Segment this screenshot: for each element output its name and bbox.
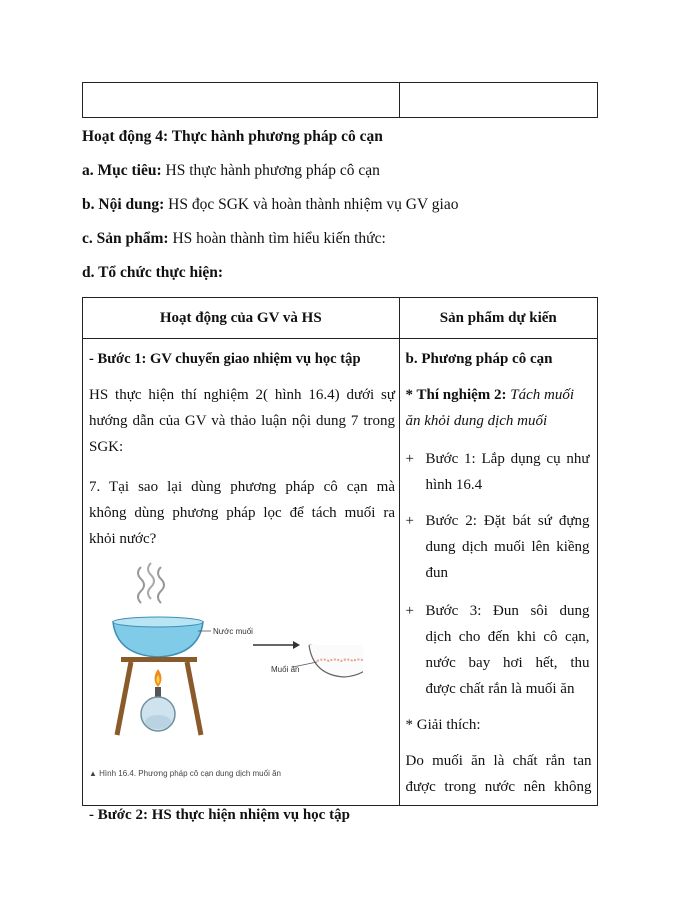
explain-line: được trong nước nên không xyxy=(405,779,592,795)
content-label: b. Nội dung: xyxy=(82,196,165,213)
explain-line: Do muối ăn là chất rắn tan xyxy=(405,753,592,769)
col1-header: Hoạt động của GV và HS xyxy=(83,298,400,339)
spirit-lamp-icon xyxy=(155,687,161,697)
step2-heading: - Bước 2: HS thực hiện nhiệm vụ học tập xyxy=(89,807,350,823)
experiment-text: Tách muối xyxy=(506,387,575,403)
figure-caption: ▲ Hình 16.4. Phương pháp cô cạn dung dịch muối ăn xyxy=(89,769,281,778)
tripod-icon xyxy=(121,657,197,662)
objective-text: HS thực hành phương pháp cô cạn xyxy=(161,162,380,179)
activity-title: Hoạt động 4: Thực hành phương pháp cô cạn xyxy=(82,128,383,145)
expected-product-cell xyxy=(399,339,597,806)
steam-icon xyxy=(138,567,144,603)
paragraph-line: HS thực hiện thí nghiệm 2( hình 16.4) dưới sự xyxy=(89,387,395,403)
activity-table xyxy=(82,297,598,823)
paragraph-line: hướng dẫn của GV và thảo luận nội dung 7 trong xyxy=(89,413,395,429)
product-text: HS hoàn thành tìm hiểu kiến thức: xyxy=(168,230,386,247)
col2-header: Sản phẩm dự kiến xyxy=(399,298,597,339)
method-title: b. Phương pháp cô cạn xyxy=(405,351,553,367)
product-line xyxy=(82,229,386,249)
question-line: 7. Tại sao lại dùng phương pháp cô cạn mà xyxy=(89,479,395,495)
question-line: không dùng phương pháp lọc để tách muối ra xyxy=(89,505,395,521)
explain-label: * Giải thích: xyxy=(405,717,481,733)
evaporation-figure xyxy=(103,557,363,757)
experiment-label: * Thí nghiệm 2: xyxy=(405,387,507,403)
content-line xyxy=(82,195,458,215)
question-line: khỏi nước? xyxy=(89,531,157,547)
bullet-plus: + xyxy=(405,603,414,619)
organize-label: d. Tổ chức thực hiện: xyxy=(82,264,224,281)
step1-heading: - Bước 1: GV chuyển giao nhiệm vụ học tập xyxy=(89,351,361,367)
step-line: đun xyxy=(425,565,449,581)
salt-label: Muối ăn xyxy=(271,665,300,674)
step-line: hình 16.4 xyxy=(425,477,483,493)
experiment-line xyxy=(406,385,575,405)
content-text: HS đọc SGK và hoàn thành nhiệm vụ GV giao xyxy=(164,196,459,213)
step-line: nước bay hơi hết, thu xyxy=(425,655,590,671)
experiment-line: ăn khỏi dung dịch muối xyxy=(405,413,548,429)
paragraph-line: SGK: xyxy=(89,439,124,455)
teacher-student-cell xyxy=(83,339,400,823)
step-line: Bước 2: Đặt bát sứ đựng xyxy=(425,513,590,529)
previous-table-fragment xyxy=(82,82,598,118)
bullet-plus: + xyxy=(405,513,414,529)
step-line: dung dịch muối lên kiềng xyxy=(425,539,590,555)
step-line: Bước 3: Đun sôi dung xyxy=(425,603,590,619)
step-line: dịch cho đến khi cô cạn, xyxy=(425,629,590,645)
empty-cell-left xyxy=(83,83,400,118)
objective-label: a. Mục tiêu: xyxy=(82,162,162,179)
salt-water-label: Nước muối xyxy=(213,627,253,636)
product-label: c. Sản phẩm: xyxy=(82,230,169,247)
step-line: được chất rắn là muối ăn xyxy=(425,681,575,697)
step-line: Bước 1: Lắp dụng cụ như xyxy=(425,451,590,467)
empty-cell-right xyxy=(400,83,598,118)
bullet-plus: + xyxy=(405,451,414,467)
objective-line xyxy=(82,161,380,181)
